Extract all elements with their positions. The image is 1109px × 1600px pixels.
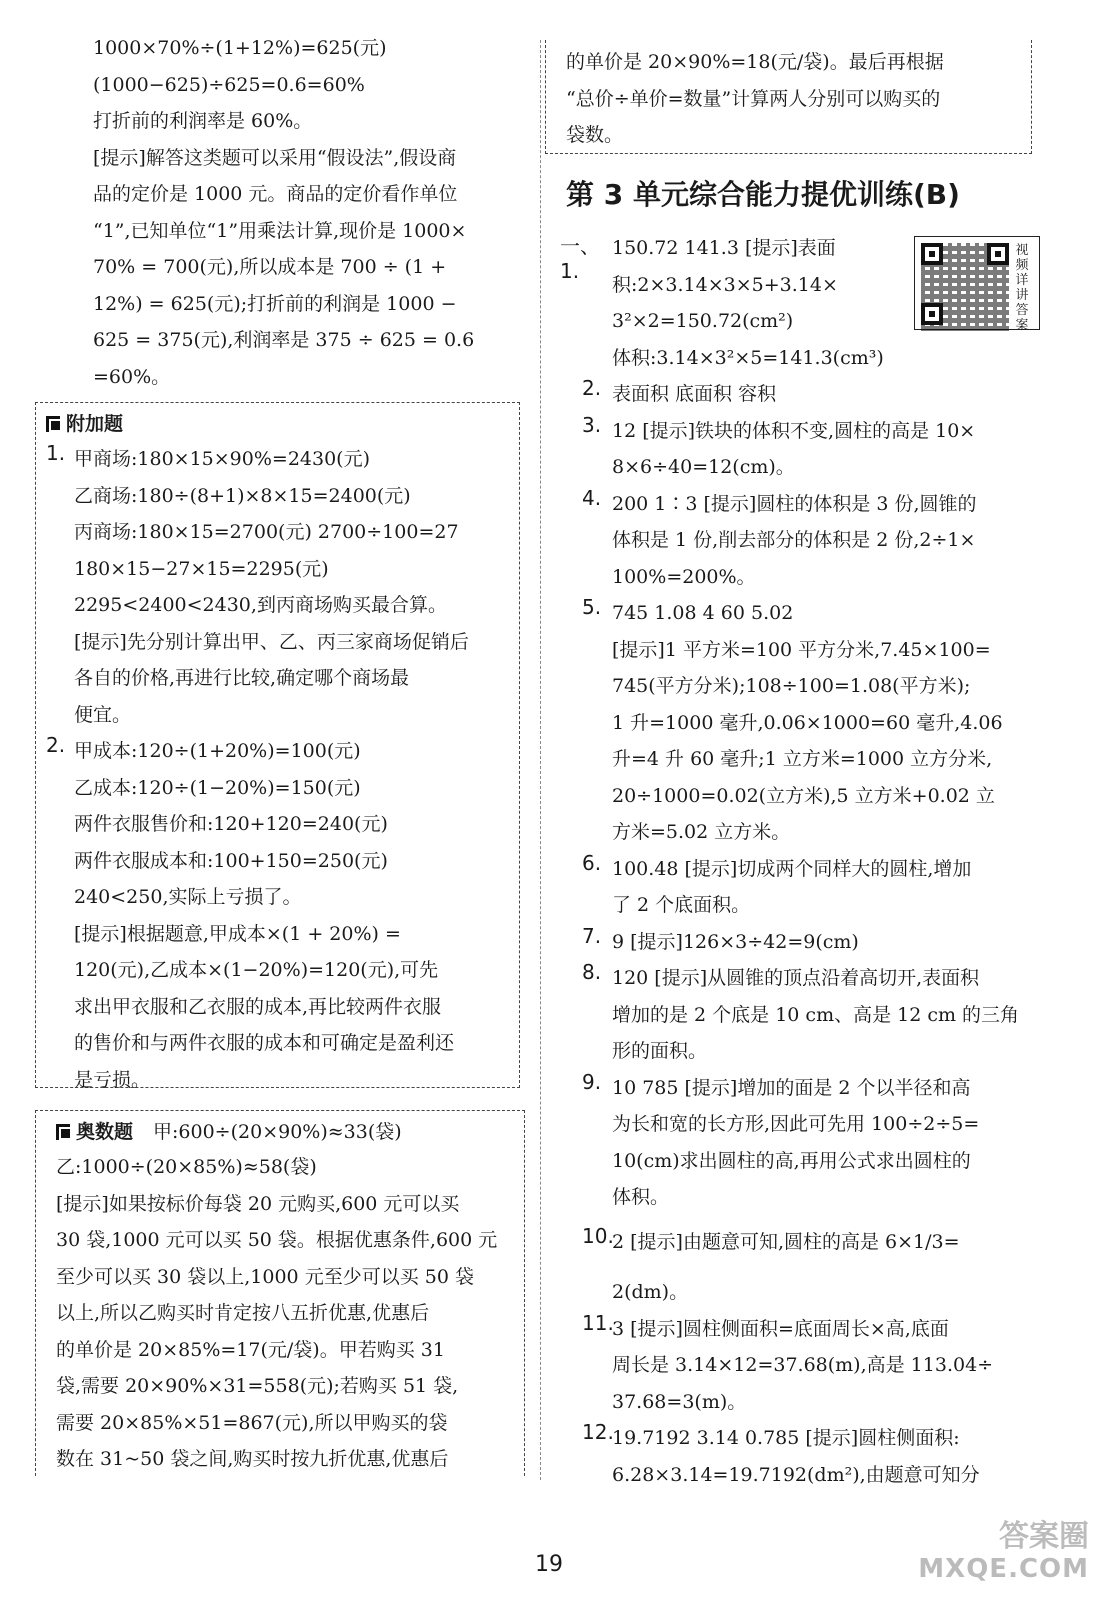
answer-item xyxy=(560,1224,1080,1311)
text-line: 1000×70%÷(1+12%)=625(元) xyxy=(93,37,387,59)
continued-hint-box xyxy=(545,40,1032,154)
answer-item xyxy=(560,230,1080,340)
text-line: 打折前的利润率是 60%。 xyxy=(93,110,313,132)
text-line: 100%=200%。 xyxy=(612,565,756,588)
olympiad-heading xyxy=(56,1115,518,1149)
answers-column xyxy=(560,230,1080,1493)
extra-heading-label: 附加题 xyxy=(66,413,124,435)
solution-top xyxy=(45,30,535,395)
text-line: 体积:3.14×3²×5=141.3(cm³) xyxy=(612,346,884,369)
item-number: 9. xyxy=(582,1069,602,1094)
section-title: 第 3 单元综合能力提优训练(B) xyxy=(566,178,960,211)
item-number: 8. xyxy=(582,960,602,984)
item-number: 3. xyxy=(582,412,602,437)
answer-item xyxy=(560,1420,1080,1493)
text-line: 120(元),乙成本×(1−20%)=120(元),可先 xyxy=(74,959,439,981)
watermark xyxy=(918,1520,1089,1584)
text-line: 9 [提示]126×3÷42=9(cm) xyxy=(612,930,859,953)
flag-icon xyxy=(56,1124,70,1140)
text-line: 品的定价是 1000 元。商品的定价看作单位 xyxy=(93,183,458,205)
item-number: 10. xyxy=(582,1223,614,1248)
text-line: 70% = 700(元),所以成本是 700 ÷ (1 + xyxy=(93,256,447,278)
watermark-logo-text: 答案圈 xyxy=(999,1519,1089,1554)
text-line: 8×6÷40=12(cm)。 xyxy=(612,456,795,478)
item-number: 4. xyxy=(582,485,602,510)
text-line: =60%。 xyxy=(93,365,171,388)
text-line: (1000−625)÷625=0.6=60% xyxy=(93,73,365,96)
text-line: 方米=5.02 立方米。 xyxy=(612,821,791,843)
text-line: [提示]先分别计算出甲、乙、丙三家商场促销后 xyxy=(74,630,469,653)
answer-item xyxy=(560,1070,1080,1216)
text-line: [提示]如果按标价每袋 20 元购买,600 元可以买 xyxy=(56,1192,460,1215)
olympiad-heading-label: 奥数题 xyxy=(76,1121,134,1143)
extra-question-2 xyxy=(46,733,513,1098)
item-number: 2. xyxy=(582,376,602,400)
text-line: 体积是 1 份,削去部分的体积是 2 份,2÷1× xyxy=(612,529,976,551)
text-line: 120 [提示]从圆锥的顶点沿着高切开,表面积 xyxy=(612,967,980,989)
extra-questions-box xyxy=(35,402,520,1091)
text-line: 升=4 升 60 毫升;1 立方米=1000 立方分米, xyxy=(612,748,993,770)
answer-item xyxy=(560,960,1080,1070)
text-line: [提示]解答这类题可以采用“假设法”,假设商 xyxy=(93,146,457,169)
answer-item xyxy=(560,851,1080,924)
text-line: 了 2 个底面积。 xyxy=(612,894,751,916)
item-number: 11. xyxy=(582,1310,614,1335)
text-line: 各自的价格,再进行比较,确定哪个商场最 xyxy=(74,667,410,689)
text-line: [提示]根据题意,甲成本×(1 + 20%) = xyxy=(74,922,401,945)
text-line: 37.68=3(m)。 xyxy=(612,1390,747,1413)
text-line: 200 1∶3 [提示]圆柱的体积是 3 份,圆锥的 xyxy=(612,492,977,515)
item-number: 7. xyxy=(582,923,602,948)
text-line: 的单价是 20×85%=17(元/袋)。甲若购买 31 xyxy=(56,1338,445,1361)
text-line: 2(dm)。 xyxy=(612,1281,689,1303)
text-line: 10(cm)求出圆柱的高,再用公式求出圆柱的 xyxy=(612,1149,971,1172)
page-number: 19 xyxy=(535,1552,563,1577)
text-line: 求出甲衣服和乙衣服的成本,再比较两件衣服 xyxy=(74,995,442,1018)
text-line: 表面积 底面积 容积 xyxy=(612,383,777,405)
text-line: 745(平方分米);108÷100=1.08(平方米); xyxy=(612,675,971,697)
question-number: 2. xyxy=(46,733,66,757)
answer-item xyxy=(560,1311,1080,1421)
text-line: 以上,所以乙购买时肯定按八五折优惠,优惠后 xyxy=(56,1302,430,1324)
flag-icon xyxy=(46,416,60,432)
text-line: 12 [提示]铁块的体积不变,圆柱的高是 10× xyxy=(612,419,976,442)
text-line: 150.72 141.3 [提示]表面 xyxy=(612,237,836,259)
text-line: 乙成本:120÷(1−20%)=150(元) xyxy=(74,776,361,799)
text-line: 两件衣服成本和:100+150=250(元) xyxy=(74,849,388,872)
item-number: 6. xyxy=(582,850,602,875)
text-line: 20÷1000=0.02(立方米),5 立方米+0.02 立 xyxy=(612,784,995,807)
text-line: 甲成本:120÷(1+20%)=100(元) xyxy=(74,740,361,762)
qr-label: 视频详讲答案 xyxy=(1015,243,1029,333)
text-line: 625 = 375(元),利润率是 375 ÷ 625 = 0.6 xyxy=(93,329,475,351)
question-number: 1. xyxy=(46,441,66,465)
text-line: 1 升=1000 毫升,0.06×1000=60 毫升,4.06 xyxy=(612,711,1003,734)
text-line: 数在 31~50 袋之间,购买时按九折优惠,优惠后 xyxy=(56,1448,449,1470)
text-line: 两件衣服售价和:120+120=240(元) xyxy=(74,813,388,835)
text-line: 19.7192 3.14 0.785 [提示]圆柱侧面积: xyxy=(612,1427,960,1449)
answer-item xyxy=(560,486,1080,596)
text-line: 袋,需要 20×90%×31=558(元);若购买 51 袋, xyxy=(56,1375,459,1397)
text-line: 甲商场:180×15×90%=2430(元) xyxy=(74,448,371,470)
item-number: 12. xyxy=(582,1420,614,1444)
text-line: 需要 20×85%×51=867(元),所以甲购买的袋 xyxy=(56,1411,448,1434)
text-line: 周长是 3.14×12=37.68(m),高是 113.04÷ xyxy=(612,1354,994,1376)
left-column xyxy=(45,30,535,395)
answer-item xyxy=(560,924,1080,961)
text-line: 体积。 xyxy=(612,1186,670,1208)
extra-heading xyxy=(46,407,513,441)
text-line: 至少可以买 30 袋以上,1000 元至少可以买 50 袋 xyxy=(56,1265,474,1288)
text-line: 为长和宽的长方形,因此可先用 100÷2÷5= xyxy=(612,1113,980,1135)
text-line: 3 [提示]圆柱侧面积=底面周长×高,底面 xyxy=(612,1317,949,1340)
text-line: 12%) = 625(元);打折前的利润是 1000 − xyxy=(93,292,457,315)
text-line: 便宜。 xyxy=(74,703,132,726)
extra-question-1 xyxy=(46,441,513,733)
text-line: 2 [提示]由题意可知,圆柱的高是 6×1/3= xyxy=(612,1230,960,1253)
item-number: 一、1. xyxy=(560,234,600,283)
item-number: 5. xyxy=(582,595,602,619)
text-line: 的售价和与两件衣服的成本和可确定是盈利还 xyxy=(74,1032,455,1054)
text-line: 乙:1000÷(20×85%)≈58(袋) xyxy=(56,1156,317,1178)
text-line: 形的面积。 xyxy=(612,1040,708,1062)
text-line: 袋数。 xyxy=(566,124,624,146)
column-divider xyxy=(540,40,541,1480)
text-line: “1”,已知单位“1”用乘法计算,现价是 1000× xyxy=(93,219,467,242)
text-line: 的单价是 20×90%=18(元/袋)。最后再根据 xyxy=(566,51,944,73)
text-line: 3²×2=150.72(cm²) xyxy=(612,310,794,332)
watermark-url: MXQE.COM xyxy=(918,1554,1089,1584)
text-line: [提示]1 平方米=100 平方分米,7.45×100= xyxy=(612,638,991,661)
text-line: 增加的是 2 个底是 10 cm、高是 12 cm 的三角 xyxy=(612,1003,1020,1026)
text-line: 10 785 [提示]增加的面是 2 个以半径和高 xyxy=(612,1076,971,1099)
text-line: “总价÷单价=数量”计算两人分别可以购买的 xyxy=(566,87,941,110)
text-line: 甲:600÷(20×90%)≈33(袋) xyxy=(153,1121,402,1143)
answer-item xyxy=(560,376,1080,413)
answer-item xyxy=(560,595,1080,851)
text-line: 2295<2400<2430,到丙商场购买最合算。 xyxy=(74,594,447,616)
text-line: 240<250,实际上亏损了。 xyxy=(74,886,302,908)
text-line: 是亏损。 xyxy=(74,1068,151,1091)
text-line: 180×15−27×15=2295(元) xyxy=(74,557,329,580)
text-line: 100.48 [提示]切成两个同样大的圆柱,增加 xyxy=(612,857,972,880)
text-line: 积:2×3.14×3×5+3.14× xyxy=(612,273,838,296)
text-line: 30 袋,1000 元可以买 50 袋。根据优惠条件,600 元 xyxy=(56,1229,498,1251)
text-line: 6.28×3.14=19.7192(dm²),由题意可知分 xyxy=(612,1463,980,1486)
text-line: 丙商场:180×15=2700(元) 2700÷100=27 xyxy=(74,521,459,543)
text-line: 乙商场:180÷(8+1)×8×15=2400(元) xyxy=(74,484,411,507)
text-line: 745 1.08 4 60 5.02 xyxy=(612,602,794,624)
answer-item xyxy=(560,413,1080,486)
olympiad-box xyxy=(35,1110,525,1476)
